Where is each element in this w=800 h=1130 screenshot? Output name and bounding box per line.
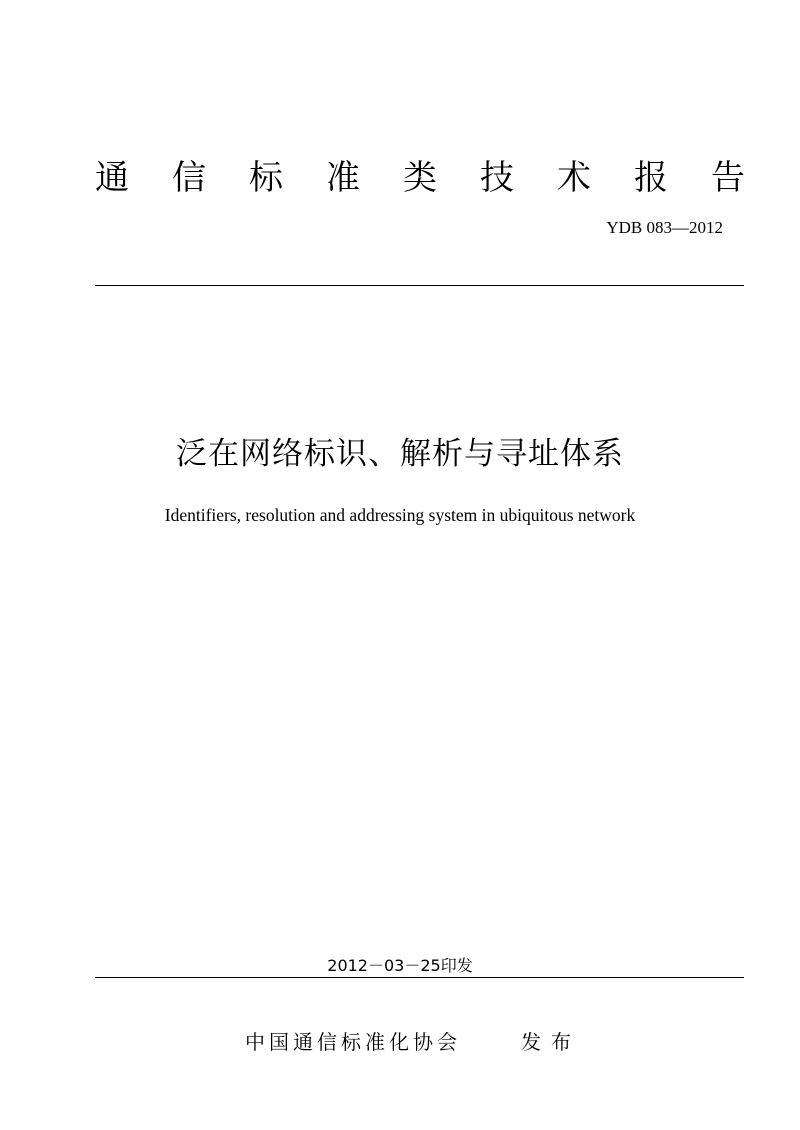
report-type-char: 告 (711, 158, 745, 198)
report-type-char: 报 (634, 158, 668, 198)
report-type-char: 通 (95, 158, 129, 198)
publish-label: 发布 (521, 1030, 581, 1054)
report-type-char: 技 (480, 158, 514, 198)
publisher-name: 中国通信标准化协会 (245, 1030, 461, 1054)
issue-date: 2012－03－25印发 (327, 956, 473, 975)
report-type-heading (95, 150, 745, 206)
bottom-divider (95, 977, 744, 978)
title-chinese: 泛在网络标识、解析与寻址体系 (176, 436, 624, 472)
title-english: Identifiers, resolution and addressing system in ubiquitous network (164, 505, 636, 525)
report-type-char: 信 (172, 158, 206, 198)
document-number: YDB 083—2012 (606, 218, 723, 237)
report-type-char: 标 (249, 158, 283, 198)
report-type-char: 准 (326, 158, 360, 198)
report-type-char: 类 (403, 158, 437, 198)
top-divider (95, 285, 744, 286)
report-type-char: 术 (557, 158, 591, 198)
